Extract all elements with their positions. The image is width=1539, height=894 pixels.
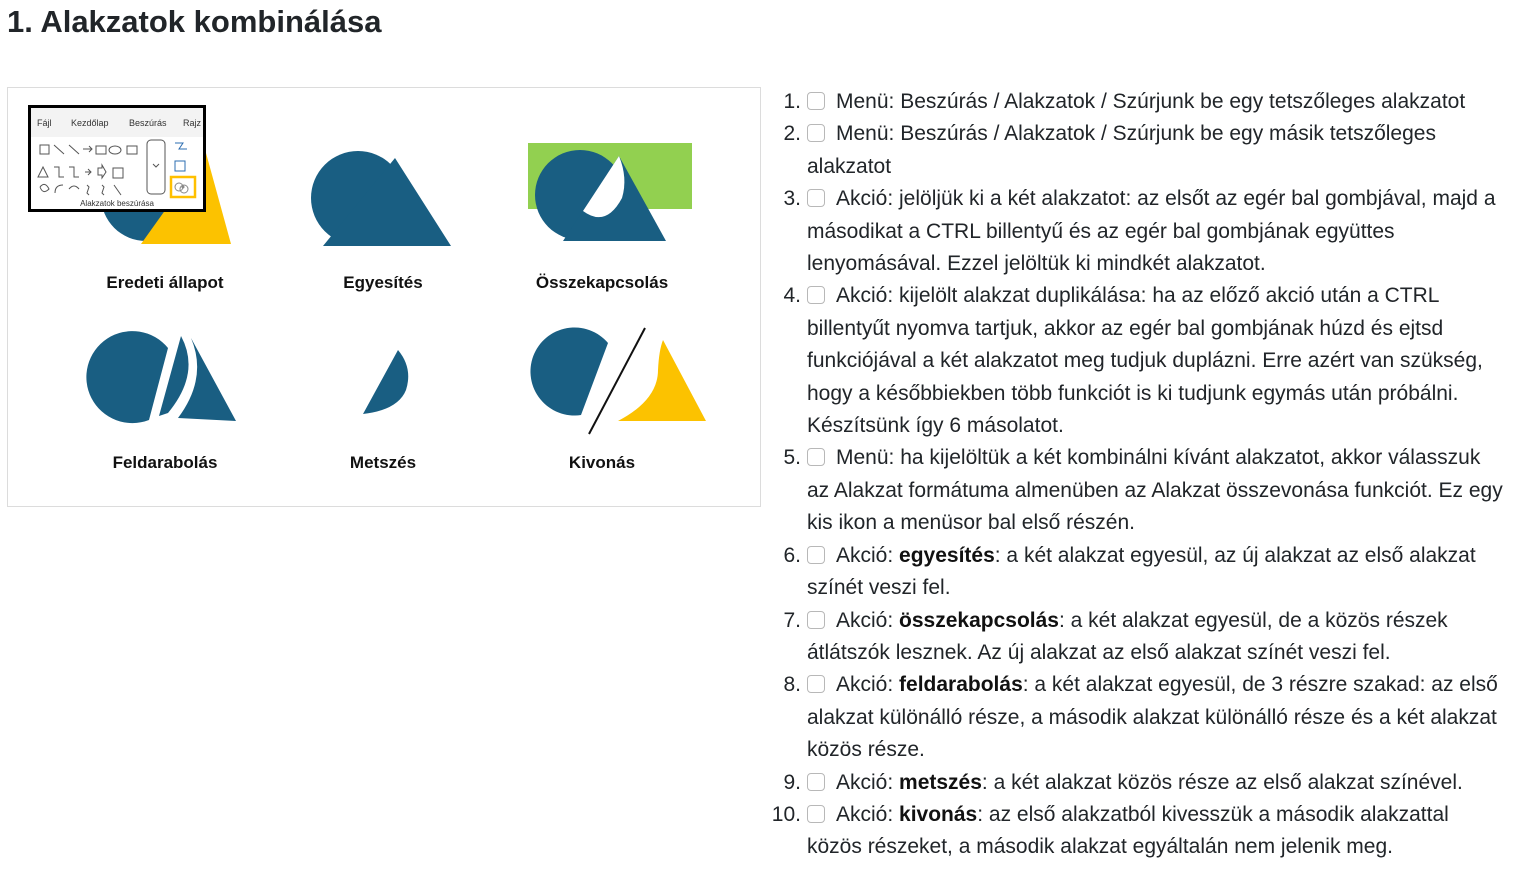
fragment-shape: [86, 331, 236, 423]
list-item: [783, 442, 1503, 539]
caption-combine: Összekapcsolás: [535, 273, 669, 292]
caption-intersect: Metszés: [349, 453, 417, 472]
caption-original: Eredeti állapot: [106, 273, 224, 292]
step-number: 8.: [783, 673, 801, 697]
combine-shape: [528, 143, 692, 241]
shape-combination-figure: [7, 87, 761, 507]
step-number: 3.: [783, 187, 801, 211]
step-checkbox[interactable]: [807, 124, 825, 142]
list-item: [783, 669, 1503, 766]
caption-union: Egyesítés: [343, 273, 423, 292]
step-checkbox[interactable]: [807, 611, 825, 629]
page-title: 1. Alakzatok kombinálása: [7, 4, 382, 39]
list-item: [783, 118, 1503, 183]
step-text: Akció: jelöljük ki a két alakzatot: az elsőt az egér bal gombjával, majd a másodikat a CTRL billentyű és az egér bal gombjának együttes lenyomásával. Ezzel jelöltük ki mindkét alakzatot.: [807, 187, 1496, 276]
step-checkbox[interactable]: [807, 286, 825, 304]
step-prefix: Akció:: [836, 673, 900, 697]
step-number: 2.: [783, 122, 801, 146]
step-term: kivonás: [899, 802, 978, 826]
merge-shapes-icon[interactable]: [182, 186, 185, 189]
list-item: [783, 767, 1503, 799]
step-rest: : az első alakzatból kivesszük a második alakzattal közös részeket, a második alakzat egyáltalán nem jelenik meg.: [807, 802, 1449, 859]
tab-home[interactable]: Kezdőlap: [71, 118, 109, 128]
list-item: [783, 183, 1503, 280]
step-term: metszés: [899, 770, 982, 794]
ribbon-inset: [28, 105, 206, 212]
step-text: Menü: Beszúrás / Alakzatok / Szúrjunk be egy tetszőleges alakzatot: [836, 90, 1466, 113]
step-prefix: Akció:: [836, 770, 900, 794]
step-rest: : a két alakzat közös része az első alakzat színével.: [981, 770, 1463, 794]
step-checkbox[interactable]: [807, 189, 825, 207]
step-rest: : a két alakzat egyesül, az új alakzat az első alakzat színét veszi fel.: [807, 543, 1476, 600]
step-prefix: Akció:: [836, 802, 900, 826]
step-rest: : a két alakzat egyesül, de 3 részre szakad: az első alakzat különálló része, a második alakzat különálló része és a két alakzat közös része.: [807, 673, 1498, 762]
list-item: [783, 280, 1503, 442]
step-term: feldarabolás: [899, 673, 1023, 697]
step-number: 1.: [783, 90, 801, 113]
shapes-gallery[interactable]: [31, 137, 203, 201]
step-number: 5.: [783, 446, 801, 470]
step-checkbox[interactable]: [807, 92, 825, 110]
step-text: Menü: ha kijelöltük a két kombinálni kívánt alakzatot, akkor válasszuk az Alakzat formátuma almenüben az Alakzat összevonása funkciót. Ez egy kis ikon a menüsor bal első részén.: [807, 446, 1503, 535]
step-checkbox[interactable]: [807, 805, 825, 823]
step-checkbox[interactable]: [807, 675, 825, 693]
step-number: 9.: [783, 770, 801, 794]
tab-file[interactable]: Fájl: [37, 118, 52, 128]
step-checkbox[interactable]: [807, 773, 825, 791]
step-checkbox[interactable]: [807, 546, 825, 564]
ribbon-tabs: [31, 108, 203, 137]
step-prefix: Akció:: [836, 608, 900, 632]
intersect-shape: [363, 350, 408, 414]
list-item: [783, 86, 1503, 118]
step-number: 6.: [783, 543, 801, 567]
list-item: [783, 605, 1503, 670]
step-checkbox[interactable]: [807, 448, 825, 466]
caption-subtract: Kivonás: [568, 453, 636, 472]
step-term: összekapcsolás: [899, 608, 1059, 632]
caption-fragment: Feldarabolás: [112, 453, 218, 472]
union-shape: [311, 151, 451, 246]
step-text: Akció: kijelölt alakzat duplikálása: ha az előző akció után a CTRL billentyűt nyomva tartjuk, akkor az egér bal gombjának húzd és ejtsd funkciójával a két alakzatot meg tudjuk duplázni. Erre azért van szükség, hogy a későbbiekben több funkciót is ki tudjunk egymás után próbálni. Készítsünk így 6 másolatot.: [807, 284, 1483, 438]
step-text: Menü: Beszúrás / Alakzatok / Szúrjunk be egy másik tetszőleges alakzatot: [807, 122, 1436, 178]
tab-insert[interactable]: Beszúrás: [129, 118, 167, 128]
step-rest: : a két alakzat egyesül, de a közös részek átlátszók lesznek. Az új alakzat az első alakzat színét veszi fel.: [807, 608, 1448, 664]
step-number: 7.: [783, 608, 801, 632]
step-number: 10.: [771, 802, 801, 826]
subtract-shape: [530, 327, 706, 434]
tab-draw[interactable]: Rajz: [183, 118, 202, 128]
list-item: [771, 799, 1503, 864]
step-term: egyesítés: [899, 543, 995, 567]
list-item: [783, 540, 1503, 605]
steps-list: [771, 86, 1503, 864]
step-number: 4.: [783, 284, 801, 308]
step-prefix: Akció:: [836, 543, 900, 567]
ribbon-group-label: Alakzatok beszúrása: [80, 199, 154, 208]
